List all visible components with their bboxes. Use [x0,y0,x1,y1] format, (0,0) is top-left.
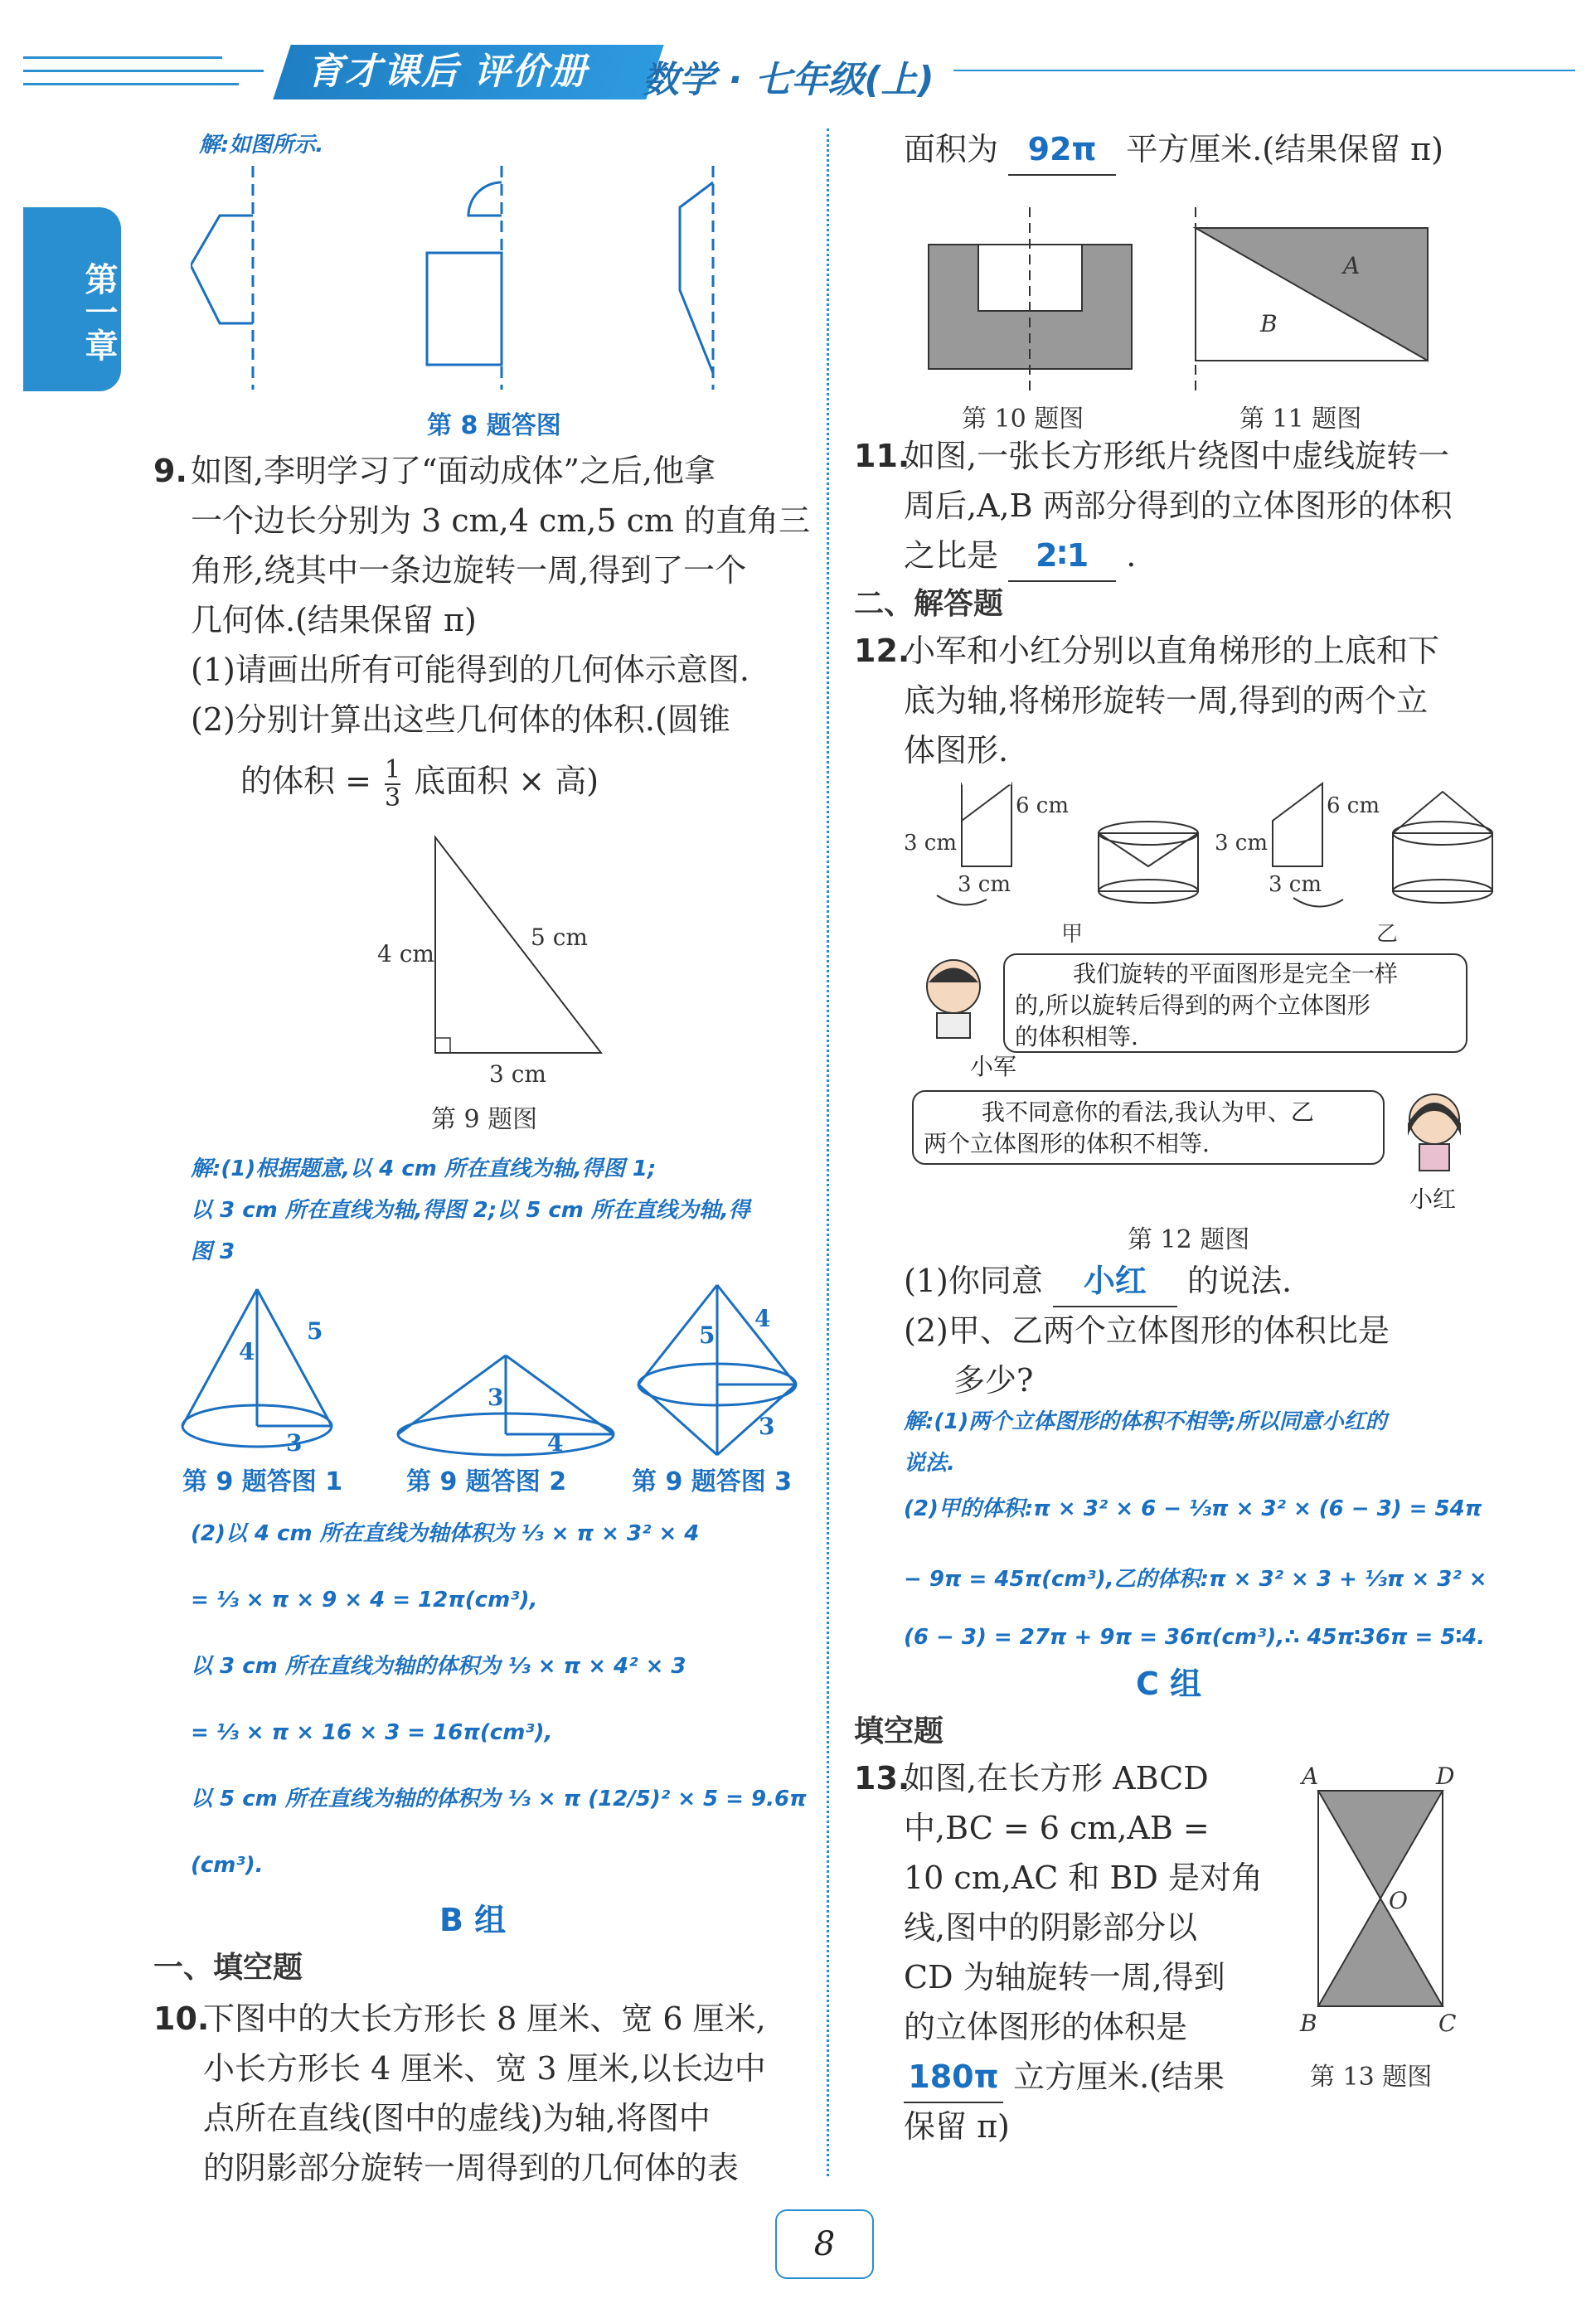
cone1-label: 4 [239,1338,255,1365]
q12-label: 3 cm [1215,831,1269,856]
q9-calc-line: 以 3 cm 所在直线为轴的体积为 ⅓ × π × 4² × 3 [191,1654,686,1679]
q11-number: 11. [854,438,910,474]
q9-calc-line: (2)以 4 cm 所在直线为轴体积为 ⅓ × π × 3² × 4 [191,1521,700,1546]
cone2-label: 3 [488,1384,504,1411]
group-b-heading: B 组 [439,1902,507,1938]
q12-label: 6 cm [1016,793,1070,818]
q12-label: 3 cm [1269,872,1322,897]
series-title: 育才课后 评价册 [273,45,663,99]
column-divider [827,128,829,2176]
q13-label: A [1302,1766,1319,1790]
cone3-label: 3 [759,1413,775,1440]
q9-cones-figure [174,1277,821,1467]
q13-label: B [1300,2010,1317,2037]
fig11-label-a: A [1343,252,1361,279]
q9-label: 5 cm [531,924,588,951]
q13-figure [1293,1766,1459,2048]
q13-line: 如图,在长方形 ABCD [904,1760,1209,1797]
q13-line: 的立体图形的体积是 [904,2009,1188,2045]
fig10-caption: 第 10 题图 [962,405,1084,434]
q13-label: C [1438,2010,1457,2037]
q8-answer-intro: 解:如图所示. [199,133,324,158]
cone-caption: 第 9 题答图 3 [632,1467,793,1496]
q10-line: 小长方形长 4 厘米、宽 3 厘米,以长边中 [203,2050,766,2087]
fig11-caption: 第 11 题图 [1239,405,1362,434]
header-decor-line [23,83,239,85]
q9-line: 一个边长分别为 3 cm,4 cm,5 cm 的直角三 [191,502,811,539]
subject-title: 数学 · 七年级(上) [643,59,934,101]
q9-triangle-figure [365,829,630,1086]
q12-line: 小军和小红分别以直角梯形的上底和下 [904,633,1440,669]
q10-line: 下图中的大长方形长 8 厘米、宽 6 厘米, [203,2000,766,2037]
q10-q11-figures [920,207,1434,398]
q9-solution-line: 解:(1)根据题意,以 4 cm 所在直线为轴,得图 1; [191,1156,657,1181]
cone1-label: 5 [307,1317,323,1345]
q9-calc-line: = ⅓ × π × 16 × 3 = 16π(cm³), [191,1720,553,1745]
cone2-label: 4 [547,1429,564,1457]
cone1-label: 3 [286,1429,303,1457]
q9-calc-line: = ⅓ × π × 9 × 4 = 12π(cm³), [191,1588,538,1612]
q9-part2: (2)分别计算出这些几何体的体积.(圆锥 [191,701,730,738]
q12-label: 乙 [1376,922,1399,947]
q9-number: 9. [153,453,187,489]
q13-number: 13. [854,1760,910,1797]
q10-line: 点所在直线(图中的虚线)为轴,将图中 [203,2100,711,2136]
q12-trapezoid-figures [904,775,1501,949]
q13-last: 保留 π) [904,2108,1010,2145]
q9-formula: 的体积 = $\frac{1}{3}$ 底面积 × 高) [240,754,599,812]
header-decor-line [953,70,1575,71]
q9-solution-line: 以 3 cm 所在直线为轴,得图 2;以 5 cm 所在直线为轴,得 [191,1198,750,1223]
section-fill-blank-c: 填空题 [854,1714,944,1748]
q12-solution-line: 解:(1)两个立体图形的体积不相等;所以同意小红的 [904,1409,1387,1434]
q8-answer-caption: 第 8 题答图 [427,411,561,440]
q12-part2-line: 多少? [953,1362,1034,1399]
q12-part2-line: (2)甲、乙两个立体图形的体积比是 [904,1312,1390,1349]
q9-label: 3 cm [489,1060,546,1086]
q12-part1: (1)你同意 小红 的说法. [904,1256,1292,1307]
boy-avatar [920,953,987,1045]
q9-calc-line: (cm³). [191,1853,264,1878]
q13-line: 中,BC = 6 cm,AB = [904,1810,1210,1846]
header-decor-line [23,56,222,59]
q11-last-line: 之比是 2∶1 . [904,531,1136,582]
xiaojun-name: 小军 [970,1053,1017,1080]
chapter-tab: 第一章 [23,207,121,391]
q13-label: O [1389,1887,1408,1914]
q11-answer: 2∶1 [1008,531,1116,582]
q9-line: 几何体.(结果保留 π) [191,602,477,638]
q12-line: 体图形. [904,732,1009,769]
header-decor-line [23,70,264,72]
q12-line: 底为轴,将梯形旋转一周,得到的两个立 [904,682,1429,719]
group-c-heading: C 组 [1136,1666,1202,1702]
q8-answer-figure [191,166,754,406]
xiaohong-name: 小红 [1409,1186,1457,1213]
q13-line: 线,图中的阴影部分以 [904,1909,1198,1946]
q12-solution-line: − 9π = 45π(cm³),乙的体积:π × 3² × 3 + ⅓π × 3² × [904,1567,1487,1592]
q12-number: 12. [854,633,910,669]
q13-answer-line: 180π 立方厘米.(结果 [904,2052,1225,2103]
q12-solution-line: (6 − 3) = 27π + 9π = 36π(cm³),∴ 45π∶36π = 5∶4. [904,1625,1486,1650]
fig11-label-b: B [1260,310,1278,337]
xiaojun-bubble: 我们旋转的平面图形是完全一样 的,所以旋转后得到的两个立体图形 的体积相等. [1003,953,1467,1053]
q9-solution-line: 图 3 [191,1239,235,1264]
cone-caption: 第 9 题答图 1 [182,1467,343,1496]
q10-answer: 92π [1008,124,1116,176]
q9-label: 4 cm [377,940,434,967]
q12-label: 3 cm [904,831,958,856]
q13-label: D [1436,1766,1455,1790]
q9-line: 如图,李明学习了“面动成体”之后,他拿 [191,453,716,489]
q13-caption: 第 13 题图 [1310,2063,1433,2092]
q12-label: 3 cm [958,872,1011,897]
q11-line: 如图,一张长方形纸片绕图中虚线旋转一 [904,438,1450,474]
q13-line: 10 cm,AC 和 BD 是对角 [904,1860,1263,1896]
q12-part1-answer: 小红 [1053,1256,1177,1307]
cone3-label: 4 [754,1305,771,1332]
q10-line: 的阴影部分旋转一周得到的几何体的表 [203,2150,740,2186]
q13-line: CD 为轴旋转一周,得到 [904,1959,1225,1995]
q12-label: 甲 [1061,922,1084,947]
section-fill-blank: 一、填空题 [153,1951,303,1985]
cone-caption: 第 9 题答图 2 [406,1467,567,1496]
q12-solution-line: 说法. [904,1451,955,1476]
xiaohong-bubble: 我不同意你的看法,我认为甲、乙 两个立体图形的体积不相等. [912,1090,1385,1165]
section-solve: 二、解答题 [854,587,1004,621]
cone3-label: 5 [699,1321,716,1349]
girl-avatar [1401,1086,1467,1177]
q12-label: 6 cm [1327,793,1380,818]
q12-solution-line: (2)甲的体积:π × 3² × 6 − ⅓π × 3² × (6 − 3) = 54π [904,1496,1482,1521]
q10-continuation: 面积为 92π 平方厘米.(结果保留 π) [904,124,1443,176]
q9-part1: (1)请画出所有可能得到的几何体示意图. [191,652,749,688]
q9-calc-line: 以 5 cm 所在直线为轴的体积为 ⅓ × π (12/5)² × 5 = 9.6π [191,1787,807,1811]
q9-caption: 第 9 题图 [431,1105,538,1134]
q10-number: 10. [153,2000,210,2037]
q12-caption: 第 12 题图 [1128,1225,1250,1254]
q13-answer: 180π [904,2052,1003,2103]
page-number: 8 [775,2209,874,2279]
q11-line: 周后,A,B 两部分得到的立体图形的体积 [904,487,1453,524]
q9-line: 角形,绕其中一条边旋转一周,得到了一个 [191,552,747,589]
